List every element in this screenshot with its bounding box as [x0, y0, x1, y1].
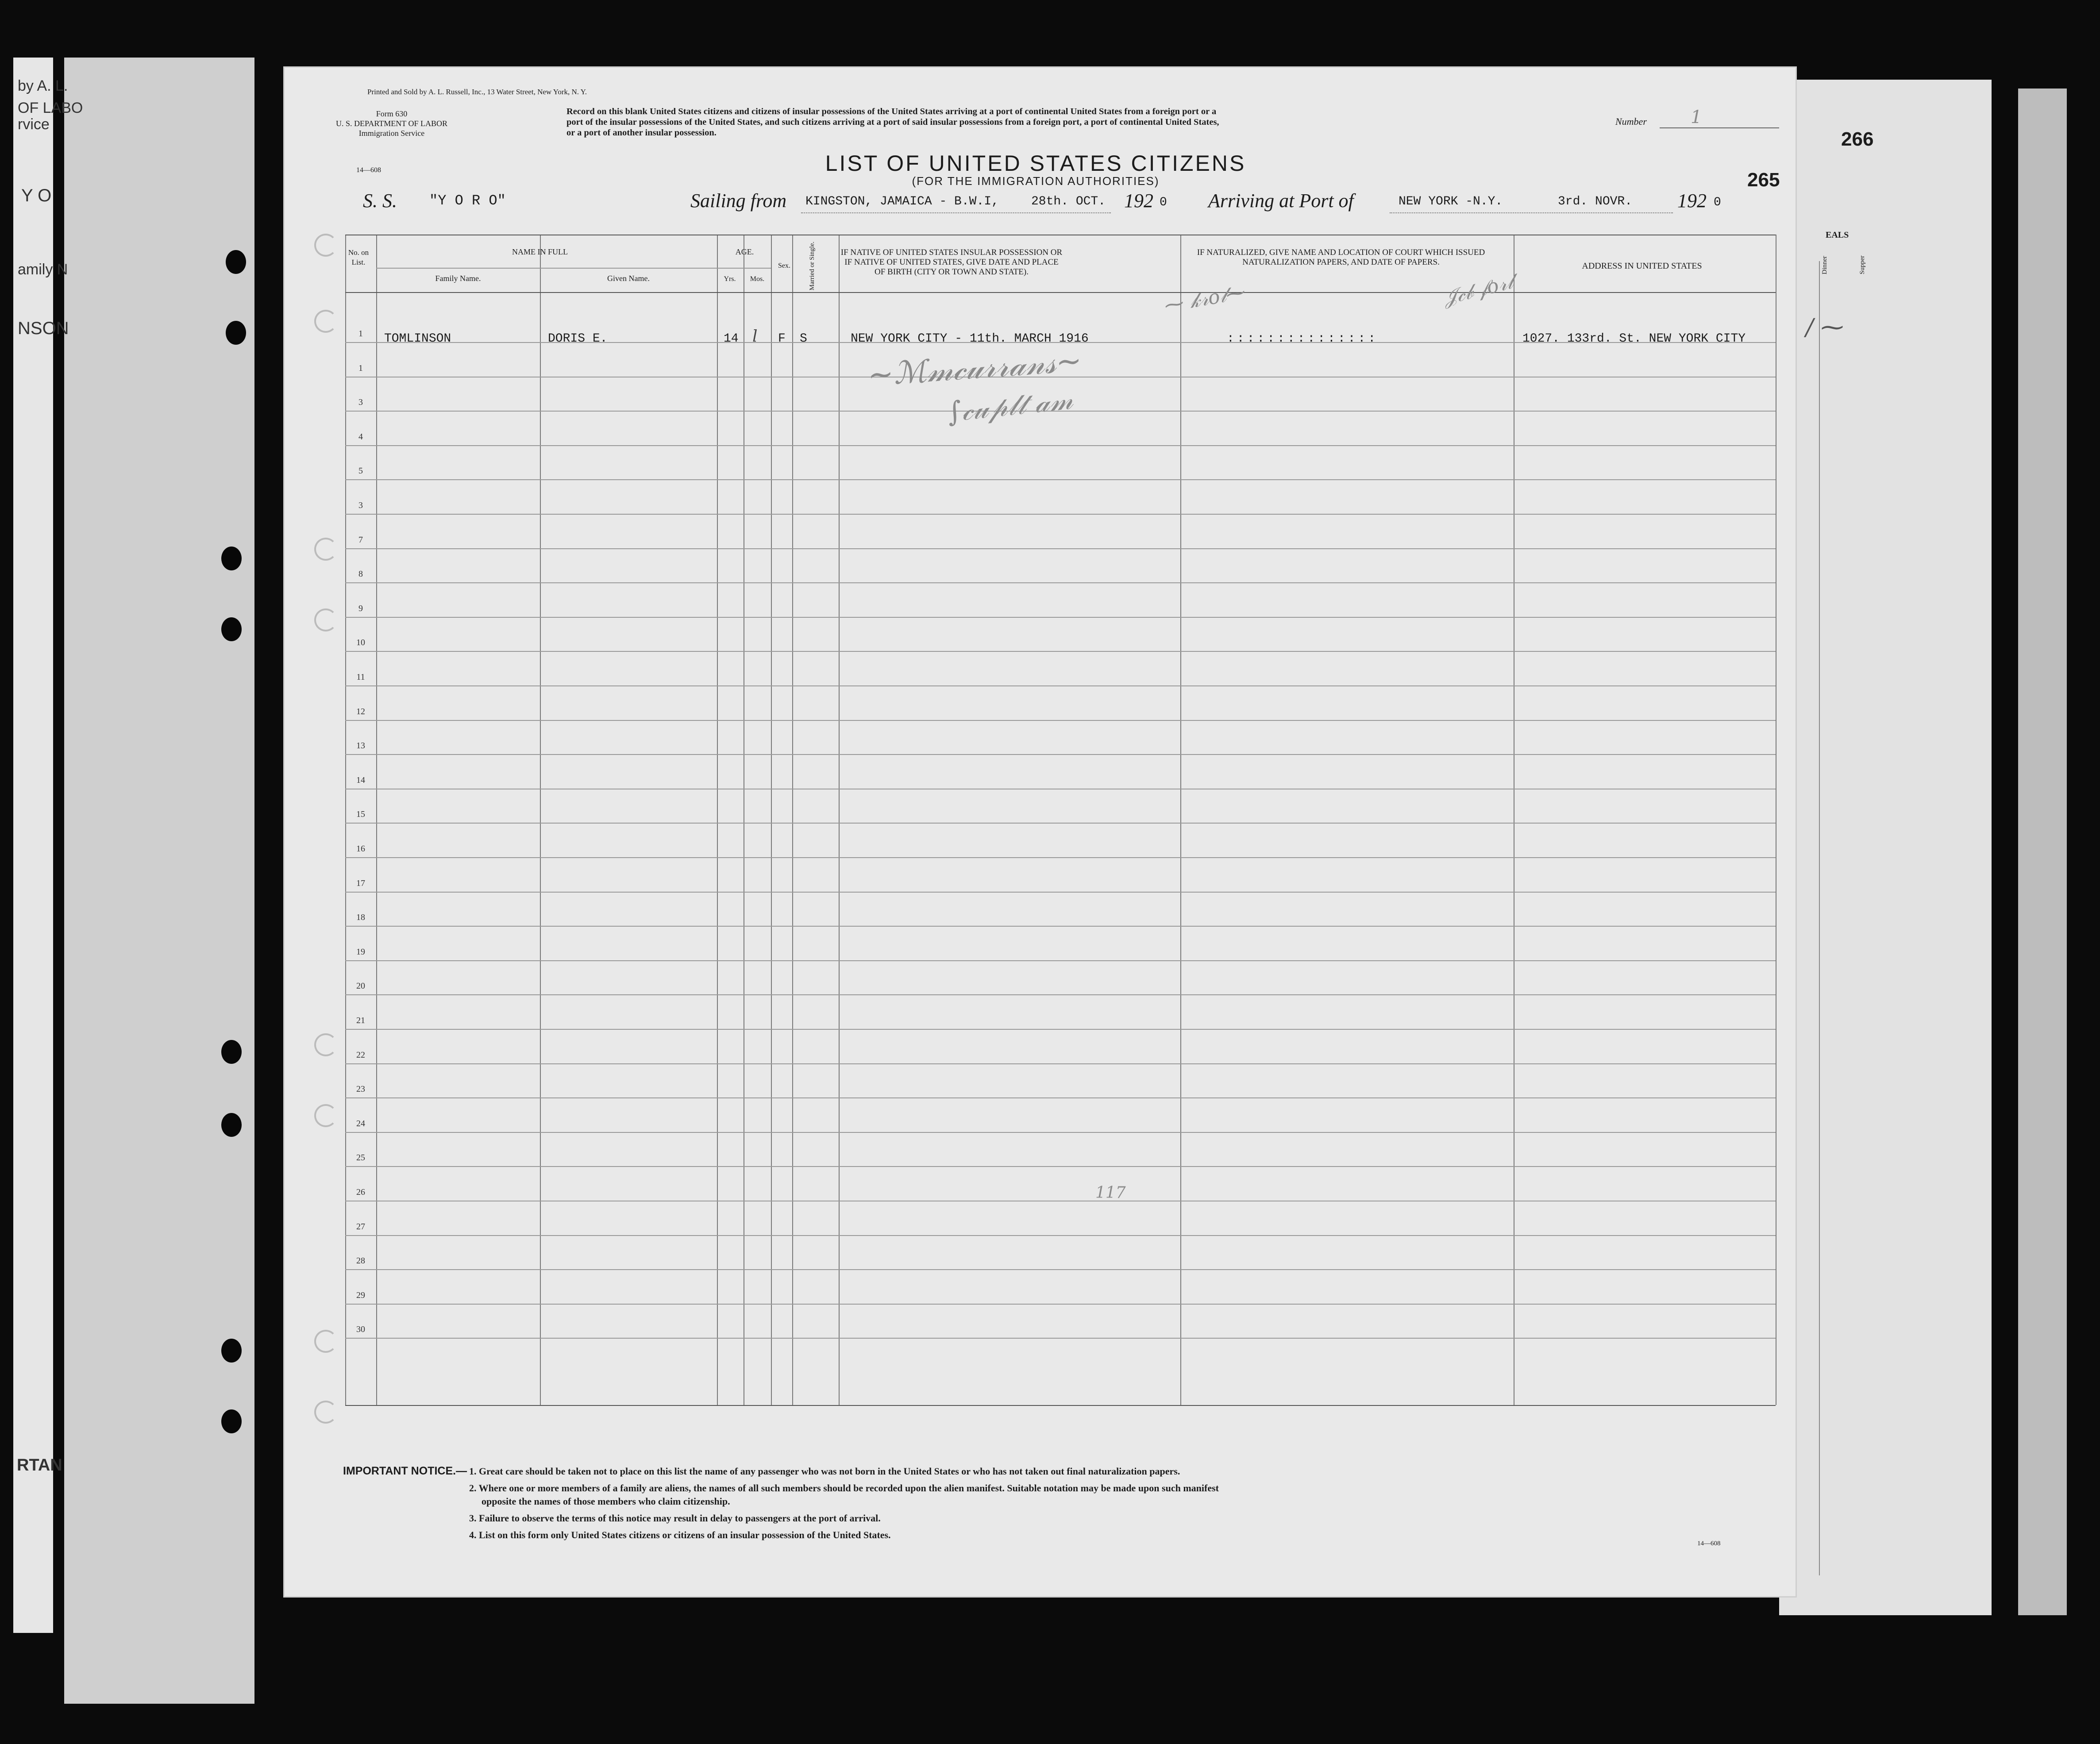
row-number: 8	[358, 569, 363, 579]
grid-line	[345, 754, 1776, 755]
grid-line	[771, 235, 772, 1405]
grid-line	[345, 720, 1776, 721]
row-number: 5	[358, 466, 363, 476]
grid-line	[345, 479, 1776, 480]
row-number: 13	[356, 741, 365, 751]
right-adjacent-sheet	[1779, 80, 1992, 1615]
right-edge-sheet	[2018, 89, 2067, 1615]
grid-line	[345, 994, 1776, 995]
row-number: 25	[356, 1153, 365, 1163]
instruction-line: Record on this blank United States citizens and citizens of insular possessions of the United States arriving at a port of continental United States from a foreign port or a	[566, 107, 1217, 116]
notice-item: 3. Failure to observe the terms of this notice may result in delay to passengers at the port of arrival.	[469, 1513, 881, 1524]
row-number: 18	[356, 912, 365, 923]
grid-line	[376, 268, 717, 269]
grid-line	[345, 582, 1776, 583]
handwritten-annotation: ⁓ 𝓀𝓇𝑜𝓁⁓	[1162, 281, 1248, 317]
arriving-label: Arriving at Port of	[1208, 190, 1354, 212]
arriving-year-digit: 0	[1714, 196, 1721, 209]
adjacent-page-number: 266	[1841, 128, 1874, 150]
binder-hole	[221, 1040, 242, 1064]
entry-address: 1027. 133rd. St. NEW YORK CITY	[1522, 332, 1746, 346]
handwritten-signature: ~ℳ𝓂𝒸𝓊𝓇𝓇𝒶𝓃𝓈~	[866, 342, 1083, 393]
grid-line	[345, 926, 1776, 927]
grid-line	[345, 1132, 1776, 1133]
row-number: 27	[356, 1221, 365, 1232]
service: Immigration Service	[358, 129, 425, 138]
left-fragment: rvice	[18, 116, 50, 133]
left-edge-sheet	[13, 58, 53, 1633]
entry-age-years: 14	[724, 332, 739, 346]
row-number: 3	[358, 397, 363, 408]
grid-line	[376, 235, 377, 1405]
col-no-on-list: No. on List.	[348, 248, 369, 266]
col-age: AGE.	[735, 247, 754, 256]
instruction-line: or a port of another insular possession.	[566, 128, 717, 138]
handwritten-annotation: ∫𝒸𝓊𝓅𝓁𝓉 𝒶𝓂	[945, 383, 1075, 428]
entry-birth: NEW YORK CITY - 11th. MARCH 1916	[851, 332, 1089, 346]
left-fragment: by A. L.	[18, 77, 68, 94]
left-fragment: Y O	[21, 186, 52, 205]
col-given-name: Given Name.	[607, 274, 650, 283]
punch-ring	[314, 1401, 337, 1424]
punch-ring	[314, 310, 337, 333]
row-number: 28	[356, 1256, 365, 1266]
grid-line	[345, 651, 1776, 652]
department: U. S. DEPARTMENT OF LABOR	[336, 119, 447, 128]
entry-sex: F	[778, 332, 786, 346]
page-title: LIST OF UNITED STATES CITIZENS	[825, 151, 1246, 176]
notice-item: 2. Where one or more members of a family are aliens, the names of all such members should be recorded upon the alien manifest. Suitable notation may be made upon such manifest	[469, 1482, 1219, 1494]
sailing-date: 28th. OCT.	[1031, 195, 1106, 208]
col-address: ADDRESS IN UNITED STATES	[1582, 261, 1702, 271]
notice-item: 1. Great care should be taken not to place on this list the name of any passenger who was not born in the United States or who has not taken out final naturalization papers.	[469, 1466, 1180, 1477]
form-number: Form 630	[376, 109, 408, 118]
grid-line	[345, 857, 1776, 858]
grid-line	[345, 548, 1776, 549]
col-native: IF NATIVE OF UNITED STATES INSULAR POSSESSION OR IF NATIVE OF UNITED STATES, GIVE DATE AND PLACE OF BIRTH (CITY OR TOWN AND STATE).	[840, 248, 1063, 277]
arriving-port: NEW YORK -N.Y.	[1399, 195, 1503, 208]
row-number: 16	[356, 844, 365, 854]
grid-line	[345, 1235, 1776, 1236]
row-number: 15	[356, 809, 365, 820]
grid-line	[345, 514, 1776, 515]
meals-fragment: EALS	[1826, 230, 1849, 240]
notice-item: 4. List on this form only United States citizens or citizens of an insular possession of the United States.	[469, 1529, 891, 1540]
left-fragment: amily N	[18, 261, 68, 278]
grid-line	[345, 1338, 1776, 1339]
grid-line	[839, 235, 840, 1405]
punch-ring	[314, 1033, 337, 1056]
grid-line	[345, 292, 1776, 293]
meals-dinner: Dinner	[1821, 256, 1828, 274]
row-number: 9	[358, 603, 363, 613]
grid-line	[345, 1269, 1776, 1270]
entry-marital-status: S	[800, 332, 807, 346]
col-name-in-full: NAME IN FULL	[512, 247, 568, 256]
col-yrs: Yrs.	[724, 275, 736, 283]
grid-line	[345, 1029, 1776, 1030]
col-married-single: Married or Single.	[809, 241, 816, 291]
grid-line	[345, 1405, 1776, 1406]
binder-hole	[221, 1339, 242, 1363]
row-number: 12	[356, 706, 365, 716]
arriving-year-prefix: 192	[1677, 190, 1707, 212]
footer-code: 14—608	[1697, 1540, 1721, 1547]
row-number: 17	[356, 878, 365, 888]
entry-naturalized: :::::::::::::::	[1227, 332, 1379, 346]
grid-line	[345, 892, 1776, 893]
grid-line	[345, 1097, 1776, 1098]
grid-line	[1180, 235, 1181, 1405]
row-number: 23	[356, 1084, 365, 1094]
binder-hole	[221, 1409, 242, 1433]
row-number: 7	[358, 535, 363, 545]
punch-ring	[314, 538, 337, 561]
binder-hole	[226, 250, 246, 274]
grid-line	[345, 235, 346, 1405]
page-subtitle: (FOR THE IMMIGRATION AUTHORITIES)	[912, 174, 1160, 188]
sailing-from: KINGSTON, JAMAICA - B.W.I,	[805, 195, 999, 208]
form-code: 14—608	[356, 166, 381, 174]
punch-ring	[314, 1104, 337, 1127]
row-number: 20	[356, 981, 365, 991]
meal-tick: / ⁓	[1806, 314, 1844, 341]
grid-line	[717, 235, 718, 1405]
notice-item: opposite the names of those members who claim citizenship.	[482, 1496, 730, 1507]
ss-label: S. S.	[363, 190, 397, 212]
grid-line	[717, 268, 771, 269]
grid-line	[345, 1063, 1776, 1064]
entry-age-months-mark: l	[752, 327, 758, 346]
row-number: 24	[356, 1118, 365, 1128]
grid-line	[792, 235, 793, 1405]
row-number: 3	[358, 500, 363, 510]
grid-line	[345, 1166, 1776, 1167]
ship-name: "Y O R O"	[429, 192, 506, 209]
row-number: 19	[356, 947, 365, 957]
number-value: 1	[1691, 107, 1702, 127]
notice-heading: IMPORTANT NOTICE.—	[343, 1465, 467, 1477]
meals-supper: Supper	[1859, 255, 1866, 274]
sailing-label: Sailing from	[690, 190, 787, 212]
sailing-year-digit: 0	[1160, 196, 1167, 209]
binder-hole	[221, 1113, 242, 1137]
grid-line	[345, 685, 1776, 686]
col-family-name: Family Name.	[435, 274, 481, 283]
row-number: 1	[358, 363, 363, 373]
passenger-table	[283, 66, 1797, 1598]
left-fragment: OF LABO	[18, 100, 83, 116]
left-binding-sheet	[64, 58, 254, 1704]
col-naturalized: IF NATURALIZED, GIVE NAME AND LOCATION OF COURT WHICH ISSUED NATURALIZATION PAPERS, AND DATE OF PAPERS.	[1197, 248, 1485, 267]
printer-line: Printed and Sold by A. L. Russell, Inc., 13 Water Street, New York, N. Y.	[367, 88, 587, 96]
grid-line	[345, 445, 1776, 446]
binder-hole	[221, 617, 242, 641]
page-number: 265	[1747, 169, 1780, 191]
entry-given-name: DORIS E.	[548, 332, 608, 346]
handwritten-annotation: 𝒥𝒸𝒷 𝒻𝑜𝓇𝓁	[1441, 270, 1515, 310]
col-mos: Mos.	[750, 275, 765, 283]
left-fragment: NSON	[18, 319, 69, 338]
punch-ring	[314, 1330, 337, 1353]
row-number: 11	[356, 672, 365, 682]
grid-line	[345, 960, 1776, 961]
number-label: Number	[1615, 116, 1647, 127]
left-fragment: RTAN	[17, 1456, 62, 1475]
row-number: 21	[356, 1016, 365, 1025]
entry-family-name: TOMLINSON	[384, 332, 451, 346]
instruction-line: port of the insular possessions of the United States, and such citizens arriving at a port of said insular possessions from a foreign port, a port of continental United States,	[566, 117, 1219, 127]
grid-line	[345, 1304, 1776, 1305]
sailing-year-prefix: 192	[1124, 190, 1153, 212]
row-number: 30	[356, 1324, 365, 1335]
row-number: 10	[356, 638, 365, 648]
meals-col-line	[1819, 261, 1820, 1575]
row-number: 4	[358, 431, 363, 442]
punch-ring	[314, 608, 337, 631]
grid-line	[345, 823, 1776, 824]
handwritten-mark: 117	[1095, 1184, 1126, 1202]
arriving-date: 3rd. NOVR.	[1558, 195, 1633, 208]
grid-line	[345, 617, 1776, 618]
row-number: 26	[356, 1187, 365, 1197]
grid-line	[540, 235, 541, 1405]
row-number: 14	[356, 775, 365, 785]
row-number: 29	[356, 1290, 365, 1300]
binder-hole	[221, 547, 242, 570]
row-number: 22	[356, 1050, 365, 1060]
binder-hole	[226, 321, 246, 345]
notice-items	[469, 1465, 1775, 1542]
col-sex: Sex.	[778, 262, 790, 269]
punch-ring	[314, 234, 337, 257]
row-number: 1	[358, 329, 363, 339]
